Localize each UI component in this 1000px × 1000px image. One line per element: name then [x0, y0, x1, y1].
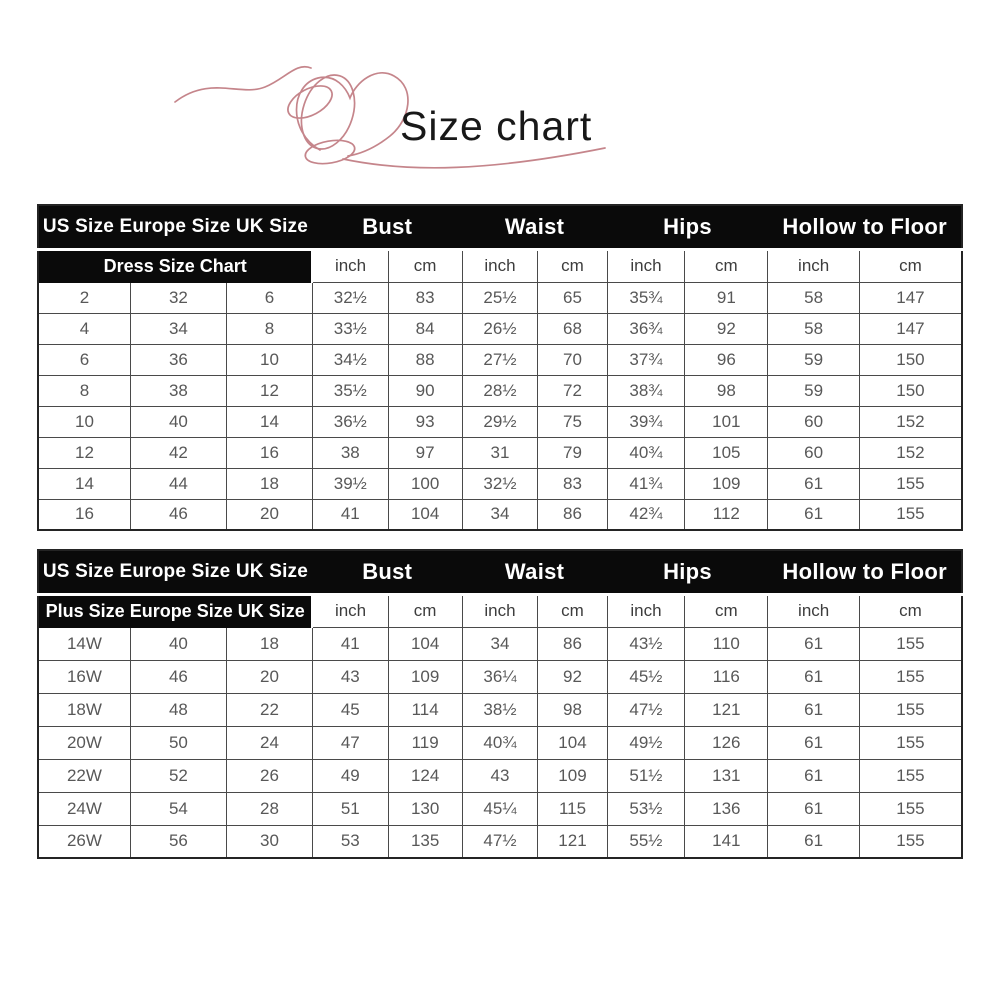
size-cell: 54: [130, 792, 226, 825]
size-cell: 22W: [38, 759, 130, 792]
waist-header: Waist: [462, 550, 607, 594]
size-cell: 46: [130, 660, 226, 693]
size-cell: 16W: [38, 660, 130, 693]
size-row: [38, 437, 962, 468]
size-cell: 150: [859, 344, 962, 375]
size-cell: 152: [859, 406, 962, 437]
size-cell: 41¾: [607, 468, 685, 499]
size-cell: 24: [226, 726, 312, 759]
size-cell: 155: [859, 660, 962, 693]
size-cell: 147: [859, 313, 962, 344]
unit-label: cm: [685, 249, 768, 282]
size-cell: 98: [685, 375, 768, 406]
header-section: [0, 0, 1000, 204]
size-cell: 47½: [607, 693, 685, 726]
size-cell: 14W: [38, 627, 130, 660]
size-cell: 36: [130, 344, 226, 375]
size-cell: 42: [130, 437, 226, 468]
size-cell: 6: [226, 282, 312, 313]
size-cell: 47: [312, 726, 388, 759]
size-cell: 147: [859, 282, 962, 313]
table-subtitle: Plus Size Europe Size UK Size: [38, 594, 312, 627]
size-cell: 40¾: [462, 726, 538, 759]
size-cell: 65: [538, 282, 607, 313]
size-cell: 14: [38, 468, 130, 499]
size-cell: 124: [388, 759, 462, 792]
size-cell: 98: [538, 693, 607, 726]
size-cell: 55½: [607, 825, 685, 858]
size-cell: 32½: [462, 468, 538, 499]
size-cell: 84: [388, 313, 462, 344]
size-cell: 38¾: [607, 375, 685, 406]
size-cell: 61: [768, 726, 859, 759]
size-cell: 26: [226, 759, 312, 792]
size-cell: 61: [768, 499, 859, 530]
unit-label: cm: [859, 249, 962, 282]
size-row: [38, 627, 962, 660]
dress-size-table: [37, 204, 963, 531]
size-cell: 43½: [607, 627, 685, 660]
size-cell: 33½: [312, 313, 388, 344]
size-cell: 61: [768, 660, 859, 693]
size-cell: 100: [388, 468, 462, 499]
size-cell: 155: [859, 825, 962, 858]
size-cell: 32½: [312, 282, 388, 313]
size-cell: 109: [388, 660, 462, 693]
unit-label: inch: [607, 594, 685, 627]
size-cell: 43: [462, 759, 538, 792]
unit-label: cm: [538, 594, 607, 627]
size-row: [38, 792, 962, 825]
size-cell: 155: [859, 693, 962, 726]
size-cell: 155: [859, 792, 962, 825]
size-cell: 42¾: [607, 499, 685, 530]
size-cell: 24W: [38, 792, 130, 825]
hips-header: Hips: [607, 205, 768, 249]
size-cell: 34½: [312, 344, 388, 375]
size-row: [38, 468, 962, 499]
bust-header: Bust: [312, 205, 462, 249]
size-cell: 96: [685, 344, 768, 375]
hollow-to-floor-header: Hollow to Floor: [768, 550, 962, 594]
size-cell: 30: [226, 825, 312, 858]
size-cell: 32: [130, 282, 226, 313]
size-cell: 155: [859, 468, 962, 499]
size-row: [38, 693, 962, 726]
unit-label: inch: [312, 594, 388, 627]
size-cell: 34: [130, 313, 226, 344]
size-row: [38, 726, 962, 759]
size-row: [38, 825, 962, 858]
size-columns-header: US Size Europe Size UK Size: [38, 550, 312, 594]
unit-label: inch: [607, 249, 685, 282]
size-cell: 6: [38, 344, 130, 375]
size-cell: 40: [130, 627, 226, 660]
size-cell: 75: [538, 406, 607, 437]
unit-label: cm: [388, 594, 462, 627]
size-cell: 26½: [462, 313, 538, 344]
size-cell: 114: [388, 693, 462, 726]
size-cell: 58: [768, 282, 859, 313]
size-cell: 18W: [38, 693, 130, 726]
size-cell: 97: [388, 437, 462, 468]
unit-header-row: [38, 249, 962, 282]
size-cell: 70: [538, 344, 607, 375]
size-cell: 36¼: [462, 660, 538, 693]
unit-label: inch: [768, 249, 859, 282]
size-cell: 28: [226, 792, 312, 825]
size-cell: 135: [388, 825, 462, 858]
size-cell: 86: [538, 499, 607, 530]
size-cell: 92: [685, 313, 768, 344]
size-cell: 39½: [312, 468, 388, 499]
size-cell: 12: [226, 375, 312, 406]
size-cell: 90: [388, 375, 462, 406]
size-cell: 20: [226, 660, 312, 693]
size-cell: 56: [130, 825, 226, 858]
size-cell: 41: [312, 627, 388, 660]
size-cell: 136: [685, 792, 768, 825]
size-cell: 39¾: [607, 406, 685, 437]
unit-header-row: [38, 594, 962, 627]
size-cell: 141: [685, 825, 768, 858]
size-cell: 25½: [462, 282, 538, 313]
size-cell: 12: [38, 437, 130, 468]
size-cell: 47½: [462, 825, 538, 858]
size-cell: 101: [685, 406, 768, 437]
size-cell: 48: [130, 693, 226, 726]
size-cell: 18: [226, 468, 312, 499]
unit-label: cm: [388, 249, 462, 282]
size-cell: 83: [388, 282, 462, 313]
size-cell: 150: [859, 375, 962, 406]
unit-label: inch: [462, 249, 538, 282]
size-cell: 61: [768, 792, 859, 825]
size-cell: 14: [226, 406, 312, 437]
size-cell: 93: [388, 406, 462, 437]
size-cell: 43: [312, 660, 388, 693]
size-cell: 59: [768, 375, 859, 406]
size-cell: 35½: [312, 375, 388, 406]
size-cell: 92: [538, 660, 607, 693]
hollow-to-floor-header: Hollow to Floor: [768, 205, 962, 249]
size-row: [38, 313, 962, 344]
size-cell: 104: [388, 627, 462, 660]
size-cell: 112: [685, 499, 768, 530]
size-cell: 109: [538, 759, 607, 792]
size-cell: 105: [685, 437, 768, 468]
size-cell: 59: [768, 344, 859, 375]
size-cell: 61: [768, 627, 859, 660]
size-cell: 83: [538, 468, 607, 499]
size-cell: 52: [130, 759, 226, 792]
size-cell: 155: [859, 499, 962, 530]
size-cell: 22: [226, 693, 312, 726]
size-cell: 51½: [607, 759, 685, 792]
size-cell: 31: [462, 437, 538, 468]
unit-label: inch: [462, 594, 538, 627]
unit-label: inch: [768, 594, 859, 627]
unit-label: cm: [685, 594, 768, 627]
size-columns-header: US Size Europe Size UK Size: [38, 205, 312, 249]
size-cell: 16: [38, 499, 130, 530]
size-cell: 86: [538, 627, 607, 660]
size-cell: 46: [130, 499, 226, 530]
size-cell: 126: [685, 726, 768, 759]
size-row: [38, 344, 962, 375]
plus-size-table: [37, 549, 963, 859]
size-cell: 18: [226, 627, 312, 660]
size-cell: 131: [685, 759, 768, 792]
unit-label: cm: [859, 594, 962, 627]
size-cell: 16: [226, 437, 312, 468]
size-cell: 38: [312, 437, 388, 468]
size-cell: 36¾: [607, 313, 685, 344]
size-cell: 60: [768, 406, 859, 437]
size-cell: 53½: [607, 792, 685, 825]
dress-size-rows: [38, 282, 962, 530]
unit-label: inch: [312, 249, 388, 282]
size-cell: 60: [768, 437, 859, 468]
size-cell: 110: [685, 627, 768, 660]
size-row: [38, 282, 962, 313]
size-cell: 109: [685, 468, 768, 499]
measure-header-row: [38, 205, 962, 249]
hips-header: Hips: [607, 550, 768, 594]
size-cell: 10: [226, 344, 312, 375]
size-cell: 27½: [462, 344, 538, 375]
size-cell: 104: [388, 499, 462, 530]
size-cell: 28½: [462, 375, 538, 406]
size-cell: 4: [38, 313, 130, 344]
size-cell: 20W: [38, 726, 130, 759]
size-cell: 155: [859, 627, 962, 660]
size-cell: 119: [388, 726, 462, 759]
size-cell: 37¾: [607, 344, 685, 375]
size-cell: 45¼: [462, 792, 538, 825]
table-subtitle: Dress Size Chart: [38, 249, 312, 282]
size-cell: 29½: [462, 406, 538, 437]
size-cell: 152: [859, 437, 962, 468]
size-cell: 104: [538, 726, 607, 759]
size-cell: 40¾: [607, 437, 685, 468]
size-cell: 41: [312, 499, 388, 530]
size-cell: 34: [462, 499, 538, 530]
size-cell: 91: [685, 282, 768, 313]
size-cell: 51: [312, 792, 388, 825]
unit-label: cm: [538, 249, 607, 282]
plus-size-rows: [38, 627, 962, 858]
size-cell: 45: [312, 693, 388, 726]
size-cell: 49: [312, 759, 388, 792]
size-cell: 38: [130, 375, 226, 406]
size-cell: 155: [859, 759, 962, 792]
size-cell: 121: [538, 825, 607, 858]
size-cell: 40: [130, 406, 226, 437]
size-cell: 155: [859, 726, 962, 759]
size-row: [38, 499, 962, 530]
size-cell: 115: [538, 792, 607, 825]
waist-header: Waist: [462, 205, 607, 249]
size-cell: 61: [768, 759, 859, 792]
size-cell: 44: [130, 468, 226, 499]
size-cell: 49½: [607, 726, 685, 759]
size-cell: 36½: [312, 406, 388, 437]
size-cell: 61: [768, 468, 859, 499]
size-row: [38, 375, 962, 406]
size-cell: 50: [130, 726, 226, 759]
size-cell: 10: [38, 406, 130, 437]
size-cell: 72: [538, 375, 607, 406]
size-cell: 53: [312, 825, 388, 858]
size-cell: 20: [226, 499, 312, 530]
size-cell: 35¾: [607, 282, 685, 313]
size-cell: 34: [462, 627, 538, 660]
size-cell: 130: [388, 792, 462, 825]
size-cell: 58: [768, 313, 859, 344]
size-cell: 45½: [607, 660, 685, 693]
size-cell: 8: [38, 375, 130, 406]
size-cell: 121: [685, 693, 768, 726]
size-cell: 8: [226, 313, 312, 344]
size-row: [38, 660, 962, 693]
size-cell: 2: [38, 282, 130, 313]
size-cell: 26W: [38, 825, 130, 858]
size-cell: 61: [768, 693, 859, 726]
size-cell: 38½: [462, 693, 538, 726]
bust-header: Bust: [312, 550, 462, 594]
size-cell: 116: [685, 660, 768, 693]
measure-header-row: [38, 550, 962, 594]
size-cell: 88: [388, 344, 462, 375]
size-cell: 61: [768, 825, 859, 858]
page-title: Size chart: [400, 103, 593, 149]
size-row: [38, 759, 962, 792]
size-cell: 79: [538, 437, 607, 468]
size-row: [38, 406, 962, 437]
size-cell: 68: [538, 313, 607, 344]
